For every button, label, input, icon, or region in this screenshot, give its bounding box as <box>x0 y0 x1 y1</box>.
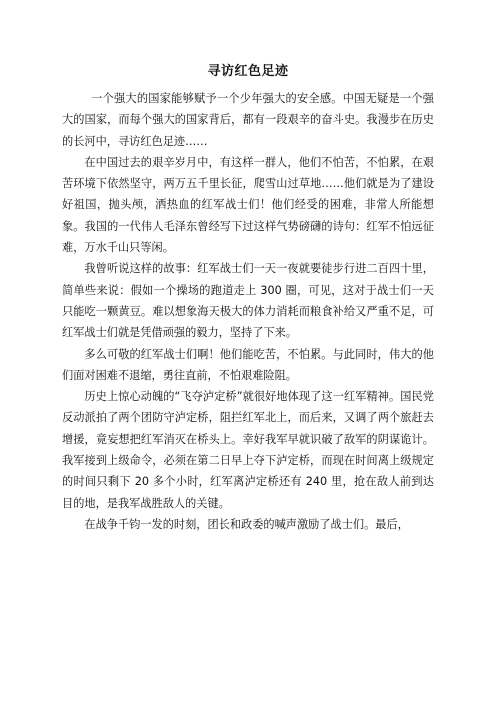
paragraph-1: 一个强大的国家能够赋予一个少年强大的安全感。中国无疑是一个强大的国家，而每个强大的国家背后，都有一段艰辛的奋斗史。我漫步在历史的长河中，寻访红色足迹…… <box>62 92 434 148</box>
paragraph-4: 多么可敬的红军战士们啊！他们能吃苦，不怕累。与此同时，伟大的他们面对困难不退缩，勇往直前，不怕艰难险阻。 <box>62 347 434 382</box>
document-page <box>62 62 434 535</box>
paragraph-2: 在中国过去的艰辛岁月中，有这样一群人，他们不怕苦，不怕累，在艰苦环境下依然坚守，两万五千里长征，爬雪山过草地……他们就是为了建设好祖国，抛头颅，洒热血的红军战士们！他们经受的困难，非常人所能想象。我国的一代伟人毛泽东曾经写下过这样气势磅礴的诗句：红军不怕远征难，万水千山只等闲。 <box>62 155 434 255</box>
document-title: 寻访红色足迹 <box>207 64 289 79</box>
paragraph-3: 我曾听说这样的故事：红军战士们一天一夜就要徒步行进二百四十里，简单些来说：假如一个操场的跑道走上 300 圈，可见，这对于战士们一天只能吃一颗黄豆。难以想象海天极大的体力消耗而粮食补给又严重不足，可红军战士们就是凭借顽强的毅力，坚持了下来。 <box>62 262 434 340</box>
paragraph-6: 在战争千钧一发的时刻，团长和政委的喊声激励了战士们。最后， <box>84 517 409 531</box>
paragraph-5: 历史上惊心动魄的“飞夺泸定桥”就很好地体现了这一红军精神。国民党反动派拍了两个团防守泸定桥，阻拦红军北上，而后来，又调了两个旅赶去增援，竟妄想把红军消灭在桥头上。幸好我军早就识破了敌军的阴谋诡计。我军接到上级命令，必须在第二日早上夺下泸定桥，而现在时间离上级规定的时间只剩下 20 多个小时，红军离泸定桥还有 240 里，抢在敌人前到达目的地，是我军战胜敌人的关键。 <box>62 390 434 510</box>
